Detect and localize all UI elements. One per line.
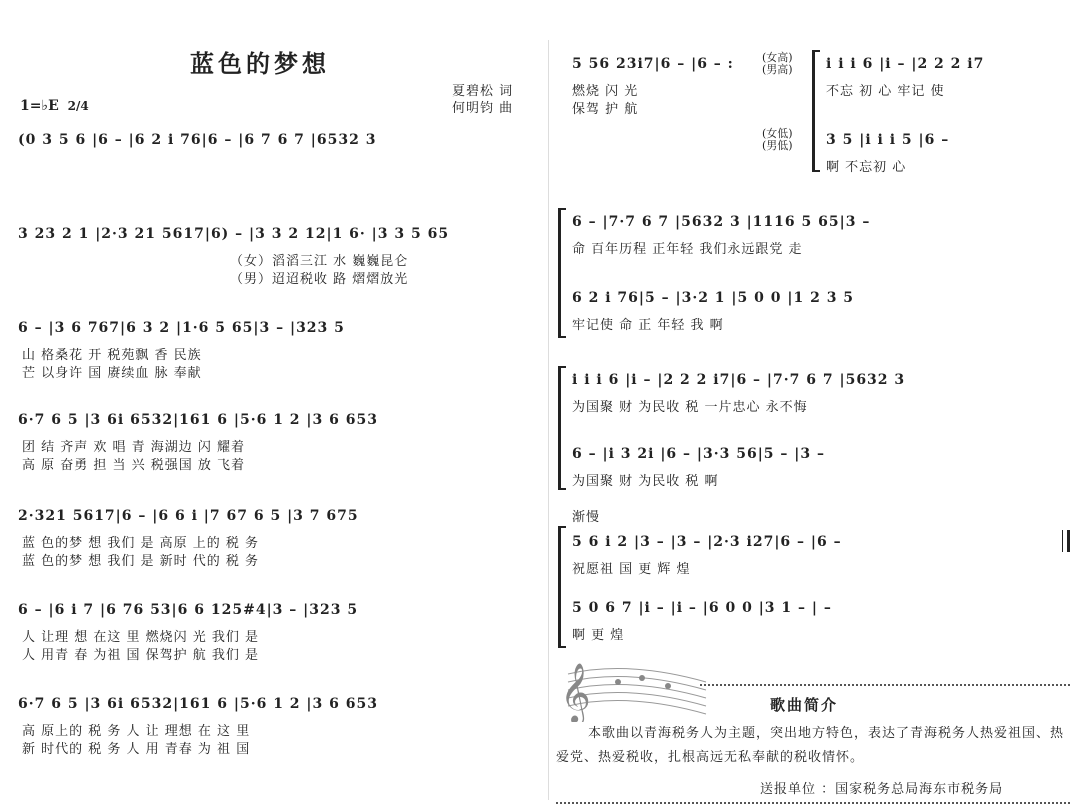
composer-credit: 何明钧 曲 [452, 101, 514, 116]
score-upper-voice-3: i i i 6 |i – |2 2 2 i7|6 – |7·7 6 7 |5632 3 [572, 372, 906, 388]
score-upper-voice-4: 5 6 i 2 |3 – |3 – |2·3 i27|6 – |6 – [572, 534, 842, 550]
lyric-line-7a: 高 原上的 税 务 人 让 理想 在 这 里 [22, 724, 251, 739]
score-upper-voice-1: i i i 6 |i – |2 2 2 i7 [826, 56, 985, 72]
lyric-line-3a: 山 格桑花 开 税苑飘 香 民族 [22, 348, 202, 363]
key-signature: 1=♭E 2/4 [20, 98, 89, 114]
system-bracket-4 [558, 526, 566, 648]
lyric-line-2b: （男）迢迢税收 路 熠熠放光 [230, 272, 409, 287]
intro-heading: 歌曲简介 [770, 696, 839, 714]
system-bracket-2 [558, 208, 566, 338]
time-signature: 2/4 [67, 99, 89, 113]
intro-divider-top [700, 684, 1070, 686]
lyric-line-4a: 团 结 齐声 欢 唱 青 海湖边 闪 耀着 [22, 440, 246, 455]
score-line-1: (0 3 5 6 |6 – |6 2 i 76|6 – |6 7 6 7 |6532 3 [18, 132, 377, 148]
score-lower-voice-2: 6 2 i 76|5 – |3·2 1 |5 0 0 |1 2 3 5 [572, 290, 855, 306]
lyric-lower-voice-4: 啊 更 煌 [572, 628, 625, 643]
lyric-lower-voice-3: 为国聚 财 为民收 税 啊 [572, 474, 719, 489]
lyric-lower-voice-1: 啊 不忘初 心 [826, 160, 907, 175]
voice-label-lower: (女低) (男低) [762, 127, 793, 152]
score-line-3: 6 – |3 6 767|6 3 2 |1·6 5 65|3 – |323 5 [18, 320, 345, 336]
score-line-4: 6·7 6 5 |3 6i 6532|161 6 |5·6 1 2 |3 6 653 [18, 412, 378, 428]
lyric-right-top-a: 燃烧 闪 光 [572, 84, 639, 99]
intro-divider-bottom [556, 802, 1070, 804]
voice-label-upper: (女高) (男高) [762, 51, 793, 76]
score-line-6: 6 – |6 i 7 |6 76 53|6 6 125#4|3 – |323 5 [18, 602, 359, 618]
lyric-line-5b: 蓝 色的梦 想 我们 是 新时 代的 税 务 [22, 554, 260, 569]
score-line-2: 3 23 2 1 |2·3 21 5617|6) – |3 3 2 12|1 6· |3 3 5 65 [18, 226, 450, 242]
lyric-right-top-b: 保驾 护 航 [572, 102, 639, 117]
lyric-upper-voice-2: 命 百年历程 正年轻 我们永远跟党 走 [572, 242, 803, 257]
lyric-line-4b: 高 原 奋勇 担 当 兴 税强国 放 飞着 [22, 458, 246, 473]
lyric-upper-voice-3: 为国聚 财 为民收 税 一片忠心 永不悔 [572, 400, 808, 415]
score-upper-voice-2: 6 – |7·7 6 7 |5632 3 |1116 5 65|3 – [572, 214, 871, 230]
svg-text:𝄞: 𝄞 [560, 663, 591, 722]
system-bracket-3 [558, 366, 566, 490]
lyric-upper-voice-4: 祝愿祖 国 更 辉 煌 [572, 562, 691, 577]
lyricist-credit: 夏碧松 词 [452, 84, 514, 99]
submitting-unit: 送报单位 ：国家税务总局海东市税务局 [760, 782, 1004, 797]
final-barline [1062, 530, 1070, 552]
score-line-7: 6·7 6 5 |3 6i 6532|161 6 |5·6 1 2 |3 6 653 [18, 696, 378, 712]
tempo-marking: 渐慢 [572, 510, 601, 525]
score-right-top: 5 56 23i7|6 – |6 – : [572, 56, 734, 72]
lyric-line-3b: 芒 以身许 国 赓续血 脉 奉献 [22, 366, 202, 381]
lyric-line-7b: 新 时代的 税 务 人 用 青春 为 祖 国 [22, 742, 251, 757]
lyric-upper-voice-1: 不忘 初 心 牢记 使 [826, 84, 945, 99]
column-divider [548, 40, 549, 800]
lyric-lower-voice-2: 牢记使 命 正 年轻 我 啊 [572, 318, 724, 333]
score-lower-voice-3: 6 – |i 3 2i |6 – |3·3 56|5 – |3 – [572, 446, 826, 462]
score-line-5: 2·321 5617|6 – |6 6 i |7 67 6 5 |3 7 675 [18, 508, 359, 524]
score-lower-voice-1: 3 5 |i i i 5 |6 – [826, 132, 950, 148]
lyric-line-6a: 人 让理 想 在这 里 燃烧闪 光 我们 是 [22, 630, 260, 645]
treble-clef-staff-icon [558, 652, 708, 722]
intro-body: 本歌曲以青海税务人为主题，突出地方特色，表达了青海税务人热爱祖国、热爱党、热爱税收，扎根高远无私奉献的税收情怀。 [556, 726, 1065, 765]
lyric-line-5a: 蓝 色的梦 想 我们 是 高原 上的 税 务 [22, 536, 260, 551]
lyric-line-6b: 人 用青 春 为祖 国 保驾护 航 我们 是 [22, 648, 260, 663]
system-bracket-1 [812, 50, 820, 172]
score-lower-voice-4: 5 0 6 7 |i – |i – |6 0 0 |3 1 – | – [572, 600, 832, 616]
lyric-line-2a: （女）滔滔三江 水 巍巍昆仑 [230, 254, 409, 269]
song-title: 蓝色的梦想 [190, 49, 330, 78]
